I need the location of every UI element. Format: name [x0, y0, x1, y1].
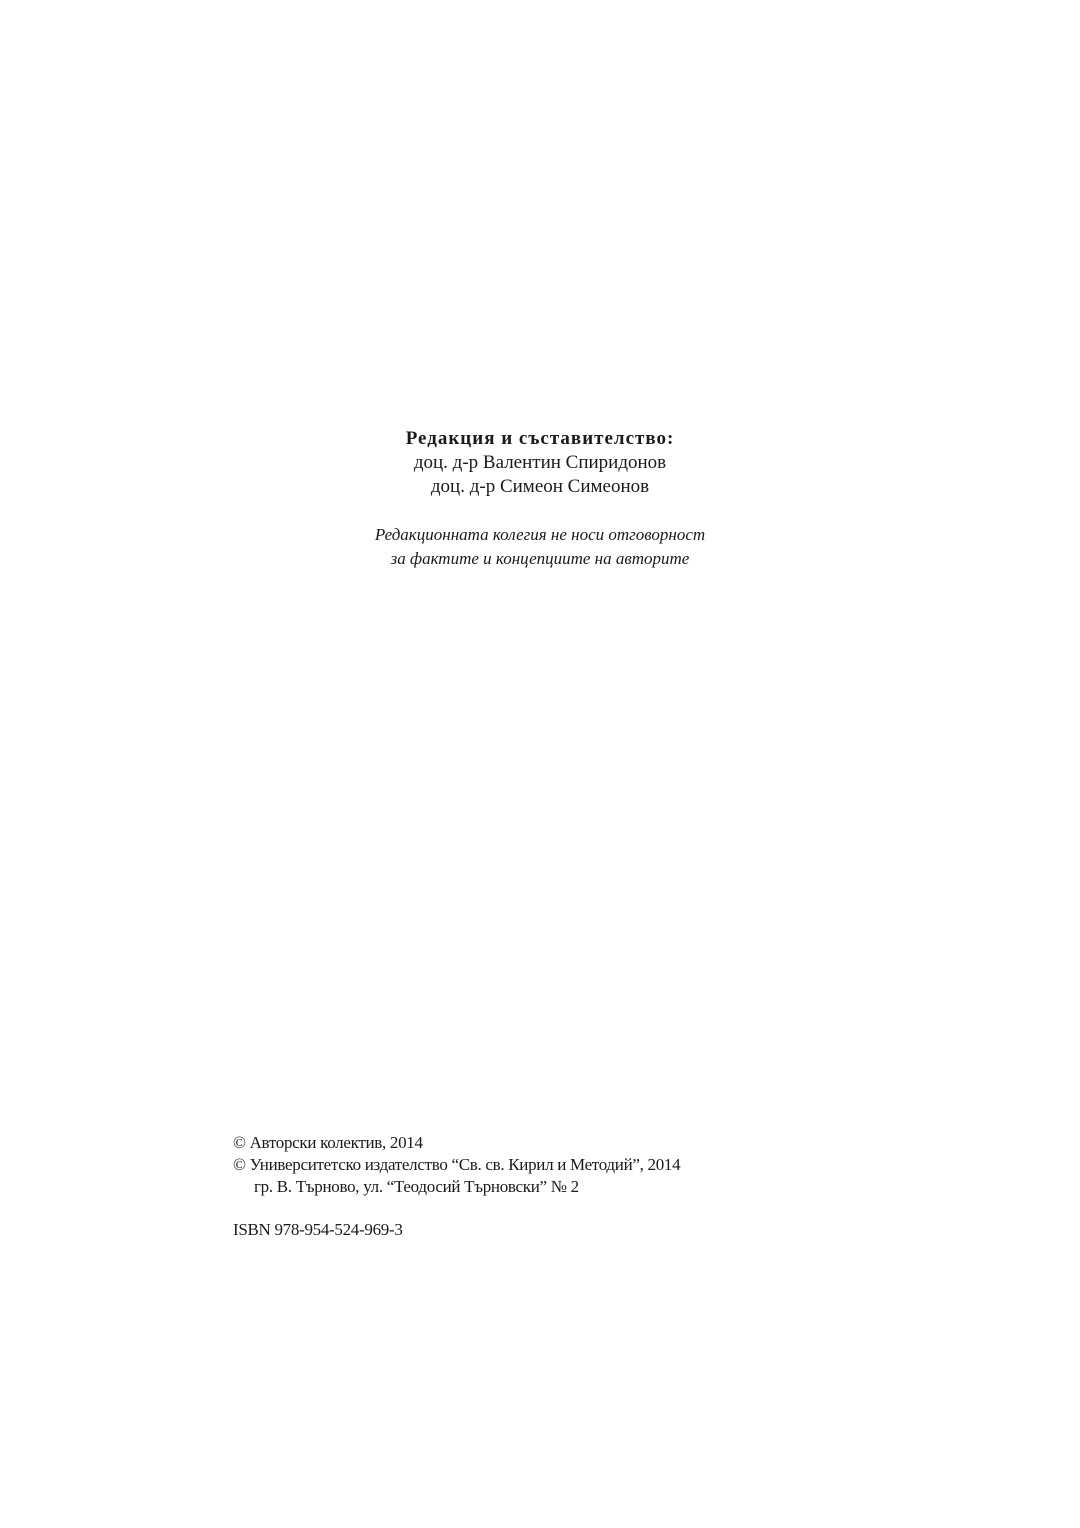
editor-name: доц. д-р Валентин Спиридонов: [413, 452, 667, 473]
editor-name: доц. д-р Симеон Симеонов: [430, 476, 650, 497]
copyright-authors: © Авторски колектив, 2014: [233, 1133, 423, 1152]
copyright-block: [233, 1132, 933, 1198]
editorial-heading: Редакция и съставителство:: [405, 428, 675, 449]
disclaimer-note: [0, 523, 1080, 571]
isbn-number: ISBN 978-954-524-969-3: [233, 1220, 403, 1239]
publisher-address: гр. В. Търново, ул. “Теодосий Търновски” № 2: [254, 1177, 579, 1196]
disclaimer-line: Редакционната колегия не носи отговорност: [374, 525, 706, 544]
editorial-block: [0, 427, 1080, 499]
copyright-publisher: © Университетско издателство “Св. св. Кирил и Методий”, 2014: [233, 1155, 681, 1174]
disclaimer-line: за фактите и концепциите на авторите: [390, 549, 690, 568]
